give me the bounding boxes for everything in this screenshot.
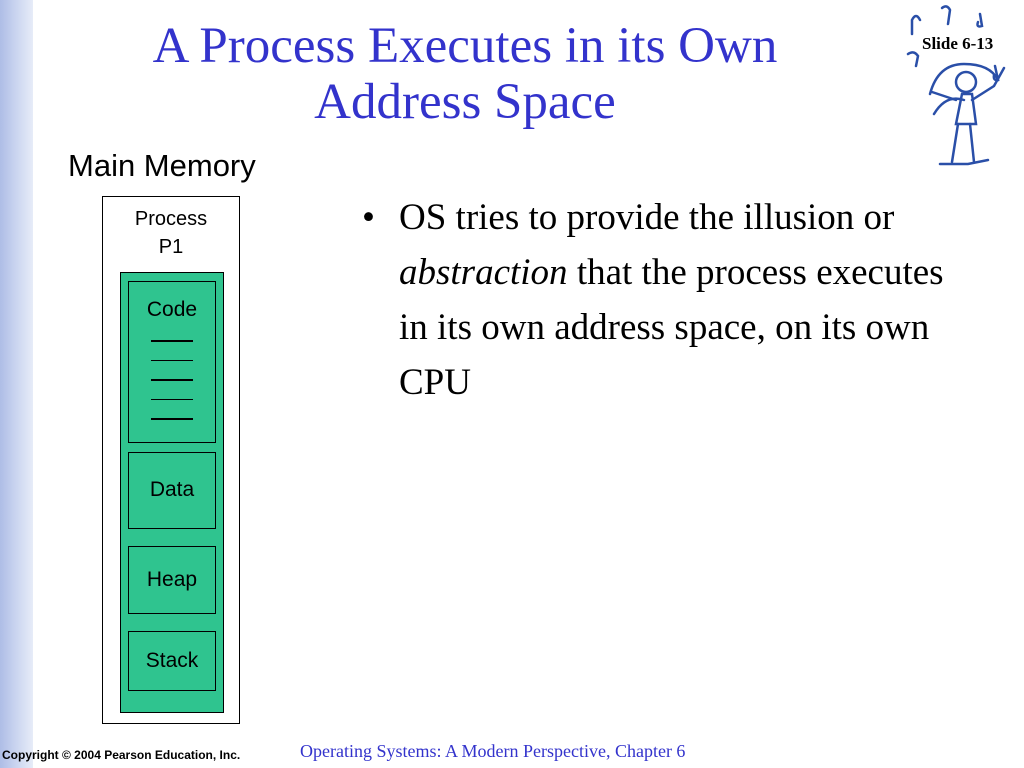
process-address-space	[120, 272, 224, 713]
slide-title	[60, 18, 870, 130]
process-label-line-1: Process	[134, 208, 208, 230]
bullet-text-after: that the process executes in its own address space, on its own CPU	[399, 252, 944, 403]
copyright-notice: Copyright © 2004 Pearson Education, Inc.	[2, 748, 241, 762]
heap-segment-label: Heap	[146, 568, 198, 591]
code-line	[151, 360, 193, 362]
music-dancer-icon	[900, 2, 1020, 172]
bullet-text-before: OS tries to provide the illusion or	[399, 197, 895, 238]
code-segment	[128, 281, 216, 443]
process-label	[103, 205, 239, 261]
main-memory-label: Main Memory	[68, 148, 256, 183]
bullet-emphasis: abstraction	[399, 252, 568, 293]
code-line	[151, 340, 193, 342]
data-segment-label: Data	[149, 478, 195, 501]
data-segment	[128, 452, 216, 529]
title-line-1: A Process Executes in its Own	[152, 18, 778, 74]
footer-course-title: Operating Systems: A Modern Perspective, Chapter 6	[300, 741, 686, 761]
stack-segment	[128, 631, 216, 691]
code-segment-label: Code	[146, 298, 198, 321]
title-line-2: Address Space	[314, 74, 616, 130]
code-line	[151, 379, 193, 381]
heap-segment	[128, 546, 216, 614]
code-line	[151, 418, 193, 420]
slide-side-bar	[0, 0, 33, 768]
main-memory-box	[102, 196, 240, 724]
code-line	[151, 399, 193, 401]
process-label-line-2: P1	[158, 236, 184, 258]
bullet-symbol: •	[362, 197, 375, 238]
bullet-text	[399, 190, 969, 410]
slide-number: Slide 6-13	[922, 34, 994, 53]
stack-segment-label: Stack	[145, 649, 199, 672]
